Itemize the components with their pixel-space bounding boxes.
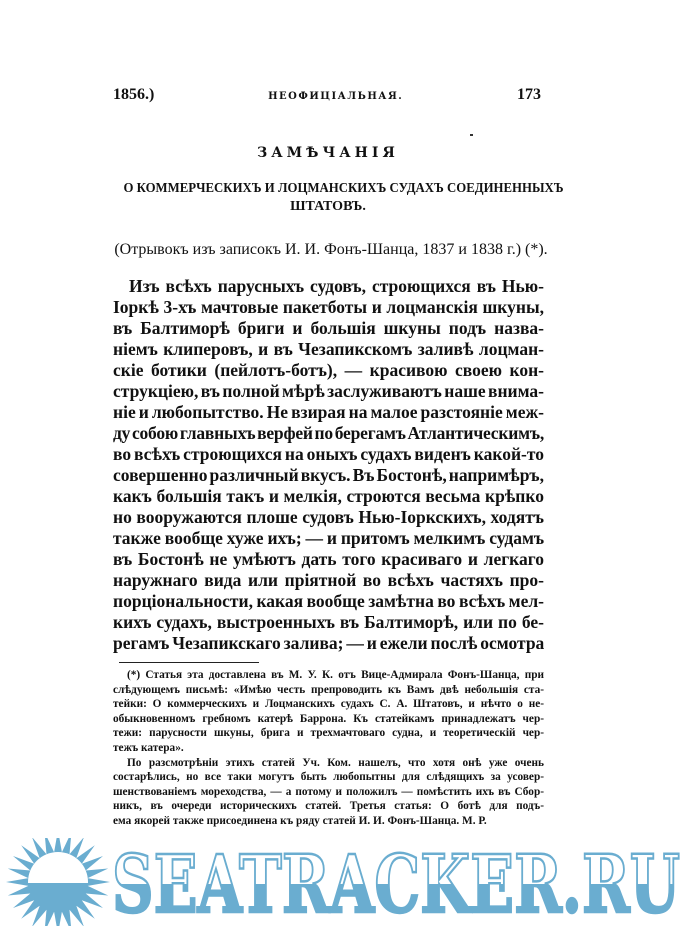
body-line: регамъ Чезапикскаго залива; — и ежели послѣ осмотра [113,633,545,653]
header-year: 1856.) [113,86,155,103]
body-line: во всѣхъ строющихся на оныхъ судахъ виденъ какой-то [113,444,544,464]
watermark [0,838,694,926]
footnote-line: (*) Статья эта доставлена въ М. У. К. отъ Вице-Адмирала Фонъ-Шанца, при [127,669,544,681]
body-line: совершенно различный вкусъ. Въ Бостонѣ, напримѣръ, [113,465,544,485]
body-line: Изъ всѣхъ парусныхъ судовъ, строющихся въ Нью- [129,276,544,296]
footnote-line: тежи: парусности шкуны, брига и трехмачтоваго судна, и теоретическій чер- [113,727,544,740]
body-line: ніе и любопытство. Не взирая на малое разстояніе меж- [113,402,544,422]
footnote-line: состарѣлись, но все таки могутъ быть любопытны для слѣдящихъ за усовер- [113,771,544,784]
sun-logo-icon [6,838,110,926]
scan-speck [470,134,473,136]
watermark-text: SEATRACKER.RU [112,838,680,926]
footnote-line: никъ, въ очереди историческихъ статей. Третья статья: О ботѣ для подъ- [113,800,544,813]
footnote-line: тежъ катера». [113,741,184,754]
body-line: струкціею, въ полной мѣрѣ заслуживаютъ наше внима- [113,381,545,401]
sun-disc [28,852,88,912]
article-subtitle [103,180,564,216]
body-text [113,276,544,654]
body-line: ніемъ клиперовъ, и въ Чезапикскомъ заливѣ лоцман- [113,339,544,359]
subtitle-line: О КОММЕРЧЕСКИХЪ И ЛОЦМАНСКИХЪ СУДАХЪ СОЕДИНЕННЫХЪ [123,181,564,196]
body-line: Іоркѣ 3-хъ мачтовые пакетботы и лоцманскія шкуны, [113,297,544,317]
footnote-line: обыкновенномъ гребномъ катерѣ Баррона. Къ статейкамъ принадлежатъ чер- [113,712,544,725]
footnotes [113,668,544,829]
body-line: наружнаго вида или пріятной во всѣхъ частяхъ про- [113,570,544,590]
footnote-line: По разсмотрѣніи этихъ статей Уч. Ком. нашелъ, что хотя онѣ уже очень [127,756,544,769]
footnote-line: ема якорей также присоединена къ ряду статей И. И. Фонъ-Шанца. М. Р. [113,814,487,827]
page-number: 173 [517,86,541,103]
body-line: ду собою главныхъ верфей по берегамъ Атлантическимъ, [113,423,544,443]
footnote-divider [119,662,259,663]
body-line: но вооружаются плоше судовъ Нью-Іоркскихъ, ходятъ [113,507,544,527]
footnote-line: слѣдующемъ письмѣ: «Имѣю честь препроводить къ Вамъ двѣ небольшія ста- [113,683,544,696]
body-line: также вообще хуже ихъ; — и притомъ мелкимъ судамъ [113,528,545,548]
running-header [113,86,543,108]
body-line: скіе ботики (пейлотъ-ботъ), — красивою своею кон- [113,360,544,380]
footnote-line: тейки: О коммерческихъ и Лоцманскихъ судахъ С. А. Штатовъ, и нѣчто о не- [113,698,544,711]
subtitle-line: ШТАТОВЪ. [290,199,366,214]
body-line: въ Балтиморѣ бриги и большія шкуны подъ назва- [113,318,544,338]
article-title: ЗАМѢЧАНІЯ [257,145,399,161]
body-line: кихъ судахъ, выстроенныхъ въ Балтиморѣ, или по бе- [113,612,544,632]
running-title: НЕОФИЦІАЛЬНАЯ. [268,91,404,102]
article-source: (Отрывокъ изъ записокъ И. И. Фонъ-Шанца, 1837 и 1838 г.) (*). [114,241,548,258]
body-line: какъ большія такъ и мелкія, строются весьма крѣпко [113,486,544,506]
body-line: въ Бостонѣ не умѣютъ дать того красиваго и легкаго [113,549,544,569]
body-line: порціональности, какая вообще замѣтна во всѣхъ мел- [113,591,544,611]
footnote-line: шенствованіемъ мореходства, — а потому и положилъ — помѣстить ихъ въ Сбор- [113,785,544,798]
